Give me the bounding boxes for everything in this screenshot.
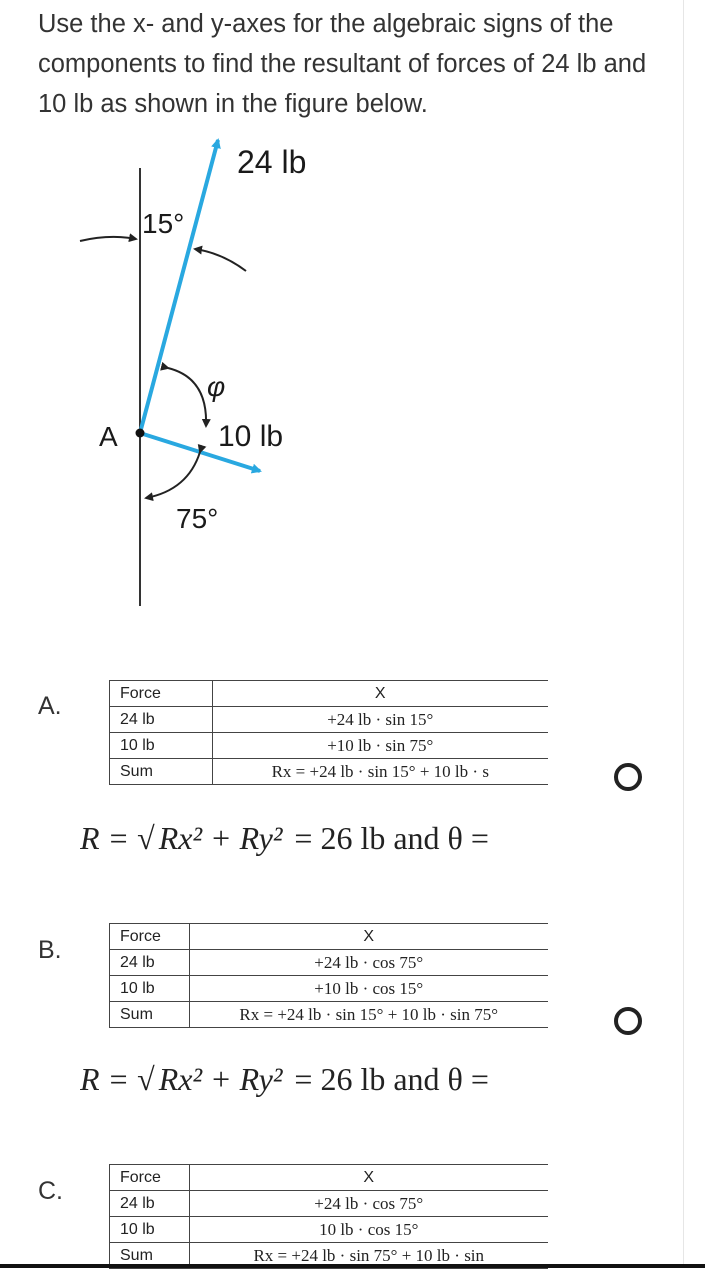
page-right-border xyxy=(683,0,684,1268)
row-x: 10 lb · cos 15° xyxy=(190,1217,548,1243)
row-force: Sum xyxy=(110,1002,190,1028)
row-x: +10 lb · sin 75° xyxy=(213,733,548,759)
row-x: +24 lb · cos 75° xyxy=(190,950,548,976)
angle-bottom-label: 75° xyxy=(176,503,219,534)
angle-15-left-arrow xyxy=(80,237,136,241)
row-force: Sum xyxy=(110,1243,190,1269)
row-force: 10 lb xyxy=(110,733,213,759)
header-x: X xyxy=(190,924,548,950)
row-x: Rx = +24 lb · sin 15° + 10 lb · s xyxy=(213,759,548,785)
force-right-label: 10 lb xyxy=(218,420,284,453)
table-row xyxy=(110,1191,548,1217)
row-x: Rx = +24 lb · sin 75° + 10 lb · sin xyxy=(190,1243,548,1269)
table-row xyxy=(110,1217,548,1243)
formula-sqrt-term: Rx² + Ry² xyxy=(155,1061,287,1097)
table-row xyxy=(110,1002,548,1028)
row-x: Rx = +24 lb · sin 15° + 10 lb · sin 75° xyxy=(190,1002,548,1028)
option-c-letter: C. xyxy=(38,1177,63,1205)
point-a-label: A xyxy=(99,421,118,452)
option-b-table xyxy=(109,923,548,1028)
option-a-radio[interactable] xyxy=(614,763,642,791)
row-x: +10 lb · cos 15° xyxy=(190,976,548,1002)
angle-15-right-arrow xyxy=(195,249,246,271)
angle-75-arc xyxy=(146,452,200,498)
row-x: +24 lb · sin 15° xyxy=(213,707,548,733)
formula-rhs: = 26 lb and θ = xyxy=(294,1061,489,1097)
formula-sqrt-term: Rx² + Ry² xyxy=(155,820,287,856)
option-a-table xyxy=(109,680,548,785)
table-row xyxy=(110,733,548,759)
phi-angle-arc xyxy=(168,368,206,426)
table-header-row xyxy=(110,924,548,950)
table-row xyxy=(110,950,548,976)
option-b-radio[interactable] xyxy=(614,1007,642,1035)
force-top-label: 24 lb xyxy=(237,144,307,180)
force-diagram xyxy=(60,128,320,613)
angle-top-label: 15° xyxy=(142,208,185,239)
table-header-row xyxy=(110,681,548,707)
formula-lhs: R = xyxy=(80,820,130,856)
point-a-dot xyxy=(136,429,145,438)
table-header-row xyxy=(110,1165,548,1191)
option-a-letter: A. xyxy=(38,692,62,720)
row-force: 24 lb xyxy=(110,1191,190,1217)
option-c-table xyxy=(109,1164,548,1269)
header-force: Force xyxy=(110,681,213,707)
option-a-formula xyxy=(80,820,550,866)
bottom-border xyxy=(0,1264,705,1268)
sqrt-icon: √ xyxy=(137,1061,155,1097)
header-x: X xyxy=(213,681,548,707)
header-x: X xyxy=(190,1165,548,1191)
row-force: Sum xyxy=(110,759,213,785)
row-force: 10 lb xyxy=(110,1217,190,1243)
row-x: +24 lb · cos 75° xyxy=(190,1191,548,1217)
phi-label: φ xyxy=(207,371,226,402)
option-b-formula xyxy=(80,1061,550,1107)
row-force: 24 lb xyxy=(110,707,213,733)
header-force: Force xyxy=(110,924,190,950)
header-force: Force xyxy=(110,1165,190,1191)
question-text: Use the x- and y-axes for the algebraic signs of the components to find the resultant of forces of 24 lb and 10 lb as shown in the figure below. xyxy=(38,10,647,118)
table-row xyxy=(110,976,548,1002)
table-row xyxy=(110,707,548,733)
row-force: 10 lb xyxy=(110,976,190,1002)
sqrt-icon: √ xyxy=(137,820,155,856)
formula-lhs: R = xyxy=(80,1061,130,1097)
row-force: 24 lb xyxy=(110,950,190,976)
option-b-letter: B. xyxy=(38,936,62,964)
table-row xyxy=(110,759,548,785)
formula-rhs: = 26 lb and θ = xyxy=(294,820,489,856)
